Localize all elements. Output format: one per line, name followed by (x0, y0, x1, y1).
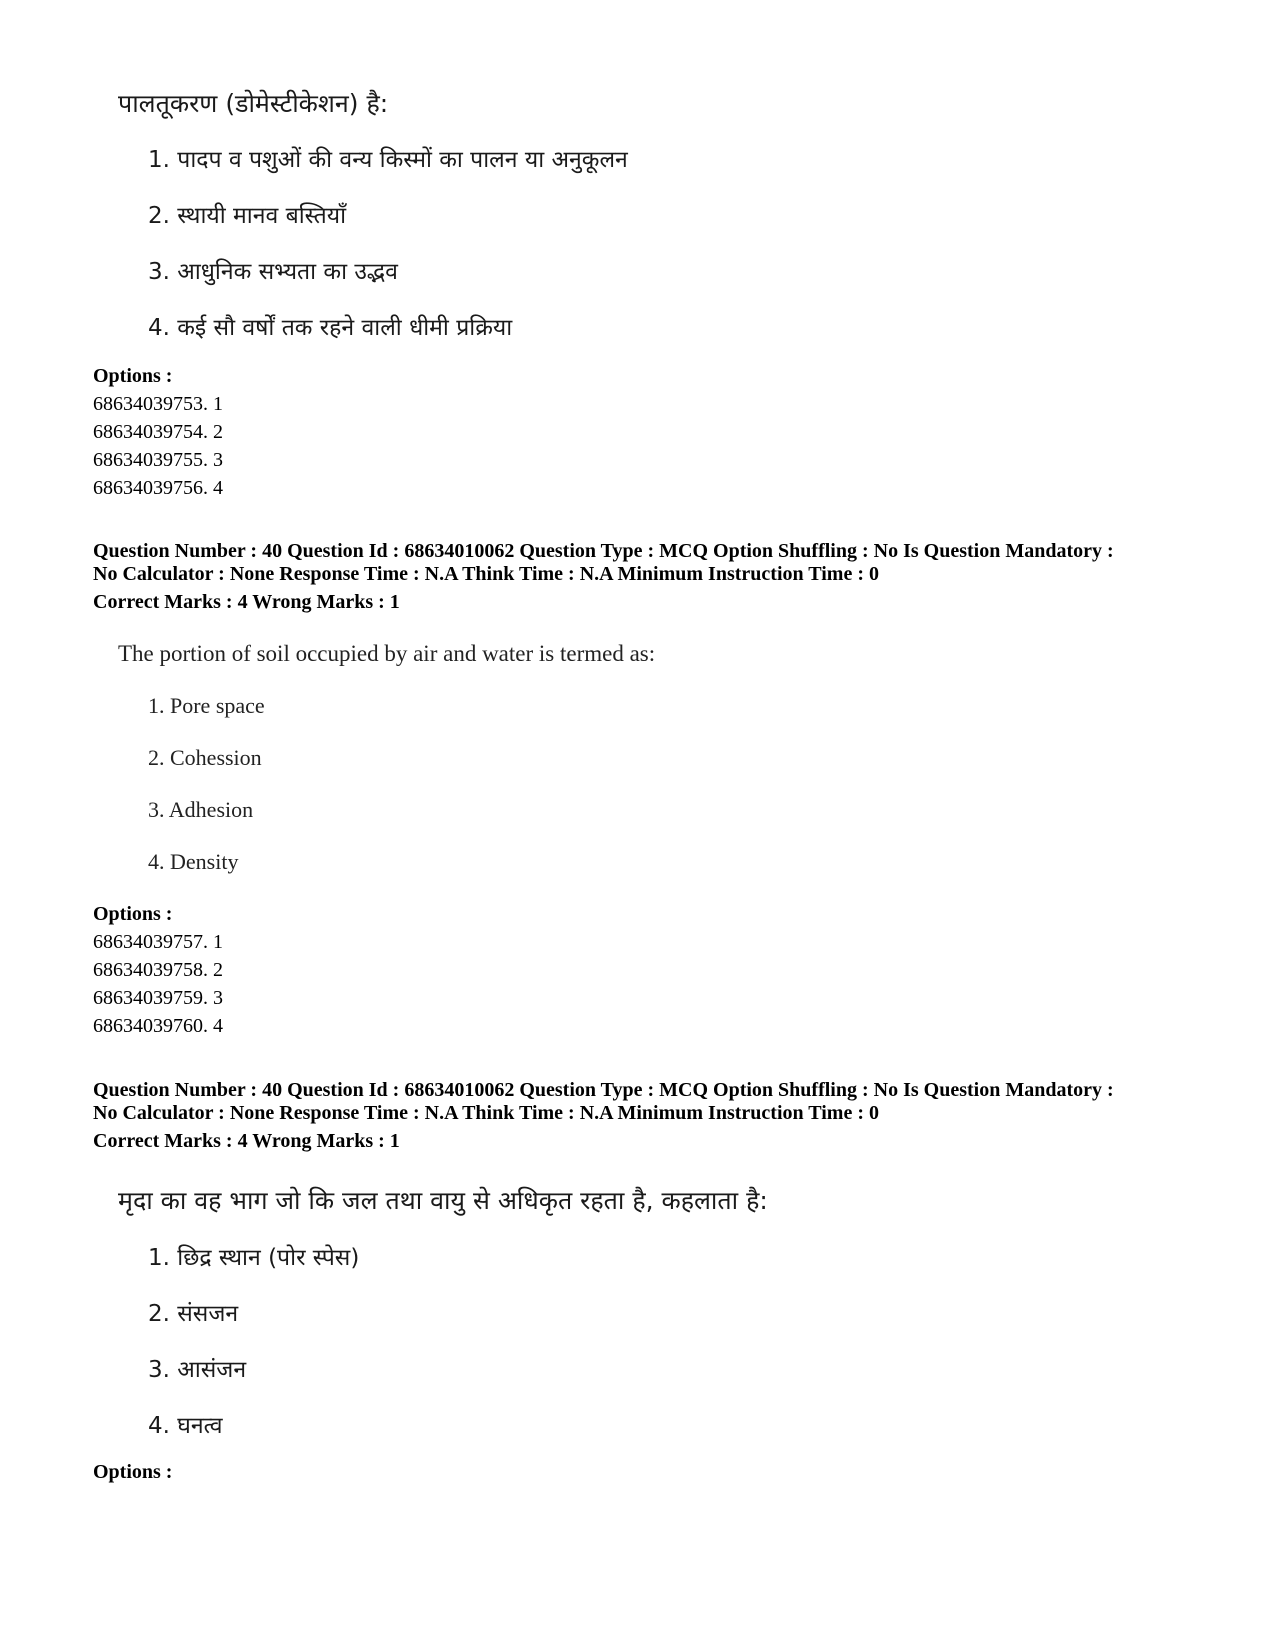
option-id: 68634039758. 2 (93, 959, 223, 981)
question-choice: 3. आधुनिक सभ्यता का उद्भव (148, 259, 398, 285)
question-choice: 1. Pore space (148, 693, 265, 718)
options-label: Options : (93, 903, 173, 925)
option-id: 68634039759. 3 (93, 987, 223, 1009)
option-id: 68634039755. 3 (93, 449, 223, 471)
option-id: 68634039754. 2 (93, 421, 223, 443)
option-id: 68634039757. 1 (93, 931, 223, 953)
question-meta: Question Number : 40 Question Id : 68634010062 Question Type : MCQ Option Shuffling : No Is Question Mandatory : (93, 1079, 1114, 1101)
question-meta: No Calculator : None Response Time : N.A Think Time : N.A Minimum Instruction Time : 0 (93, 563, 879, 585)
question-text: मृदा का वह भाग जो कि जल तथा वायु से अधिकृत रहता है, कहलाता है: (118, 1186, 768, 1215)
question-choice: 2. स्थायी मानव बस्तियाँ (148, 203, 347, 229)
question-choice: 3. Adhesion (148, 797, 254, 822)
question-choice: 2. Cohession (148, 745, 262, 770)
question-choice: 4. Density (148, 849, 239, 874)
question-meta: No Calculator : None Response Time : N.A Think Time : N.A Minimum Instruction Time : 0 (93, 1102, 879, 1124)
question-choice: 1. छिद्र स्थान (पोर स्पेस) (148, 1245, 360, 1271)
options-label: Options : (93, 1461, 173, 1483)
question-choice: 4. कई सौ वर्षों तक रहने वाली धीमी प्रक्रिया (148, 315, 513, 341)
question-text: The portion of soil occupied by air and water is termed as: (118, 641, 656, 666)
question-marks: Correct Marks : 4 Wrong Marks : 1 (93, 1130, 400, 1152)
option-id: 68634039760. 4 (93, 1015, 223, 1037)
options-label: Options : (93, 365, 173, 387)
question-choice: 1. पादप व पशुओं की वन्य किस्मों का पालन या अनुकूलन (148, 147, 628, 173)
question-marks: Correct Marks : 4 Wrong Marks : 1 (93, 591, 400, 613)
question-choice: 3. आसंजन (148, 1357, 247, 1383)
question-text: पालतूकरण (डोमेस्टीकेशन) है: (118, 89, 389, 118)
question-choice: 2. संसजन (148, 1301, 239, 1327)
question-meta: Question Number : 40 Question Id : 68634010062 Question Type : MCQ Option Shuffling : No Is Question Mandatory : (93, 540, 1114, 562)
option-id: 68634039753. 1 (93, 393, 223, 415)
question-choice: 4. घनत्व (148, 1413, 223, 1439)
option-id: 68634039756. 4 (93, 477, 223, 499)
